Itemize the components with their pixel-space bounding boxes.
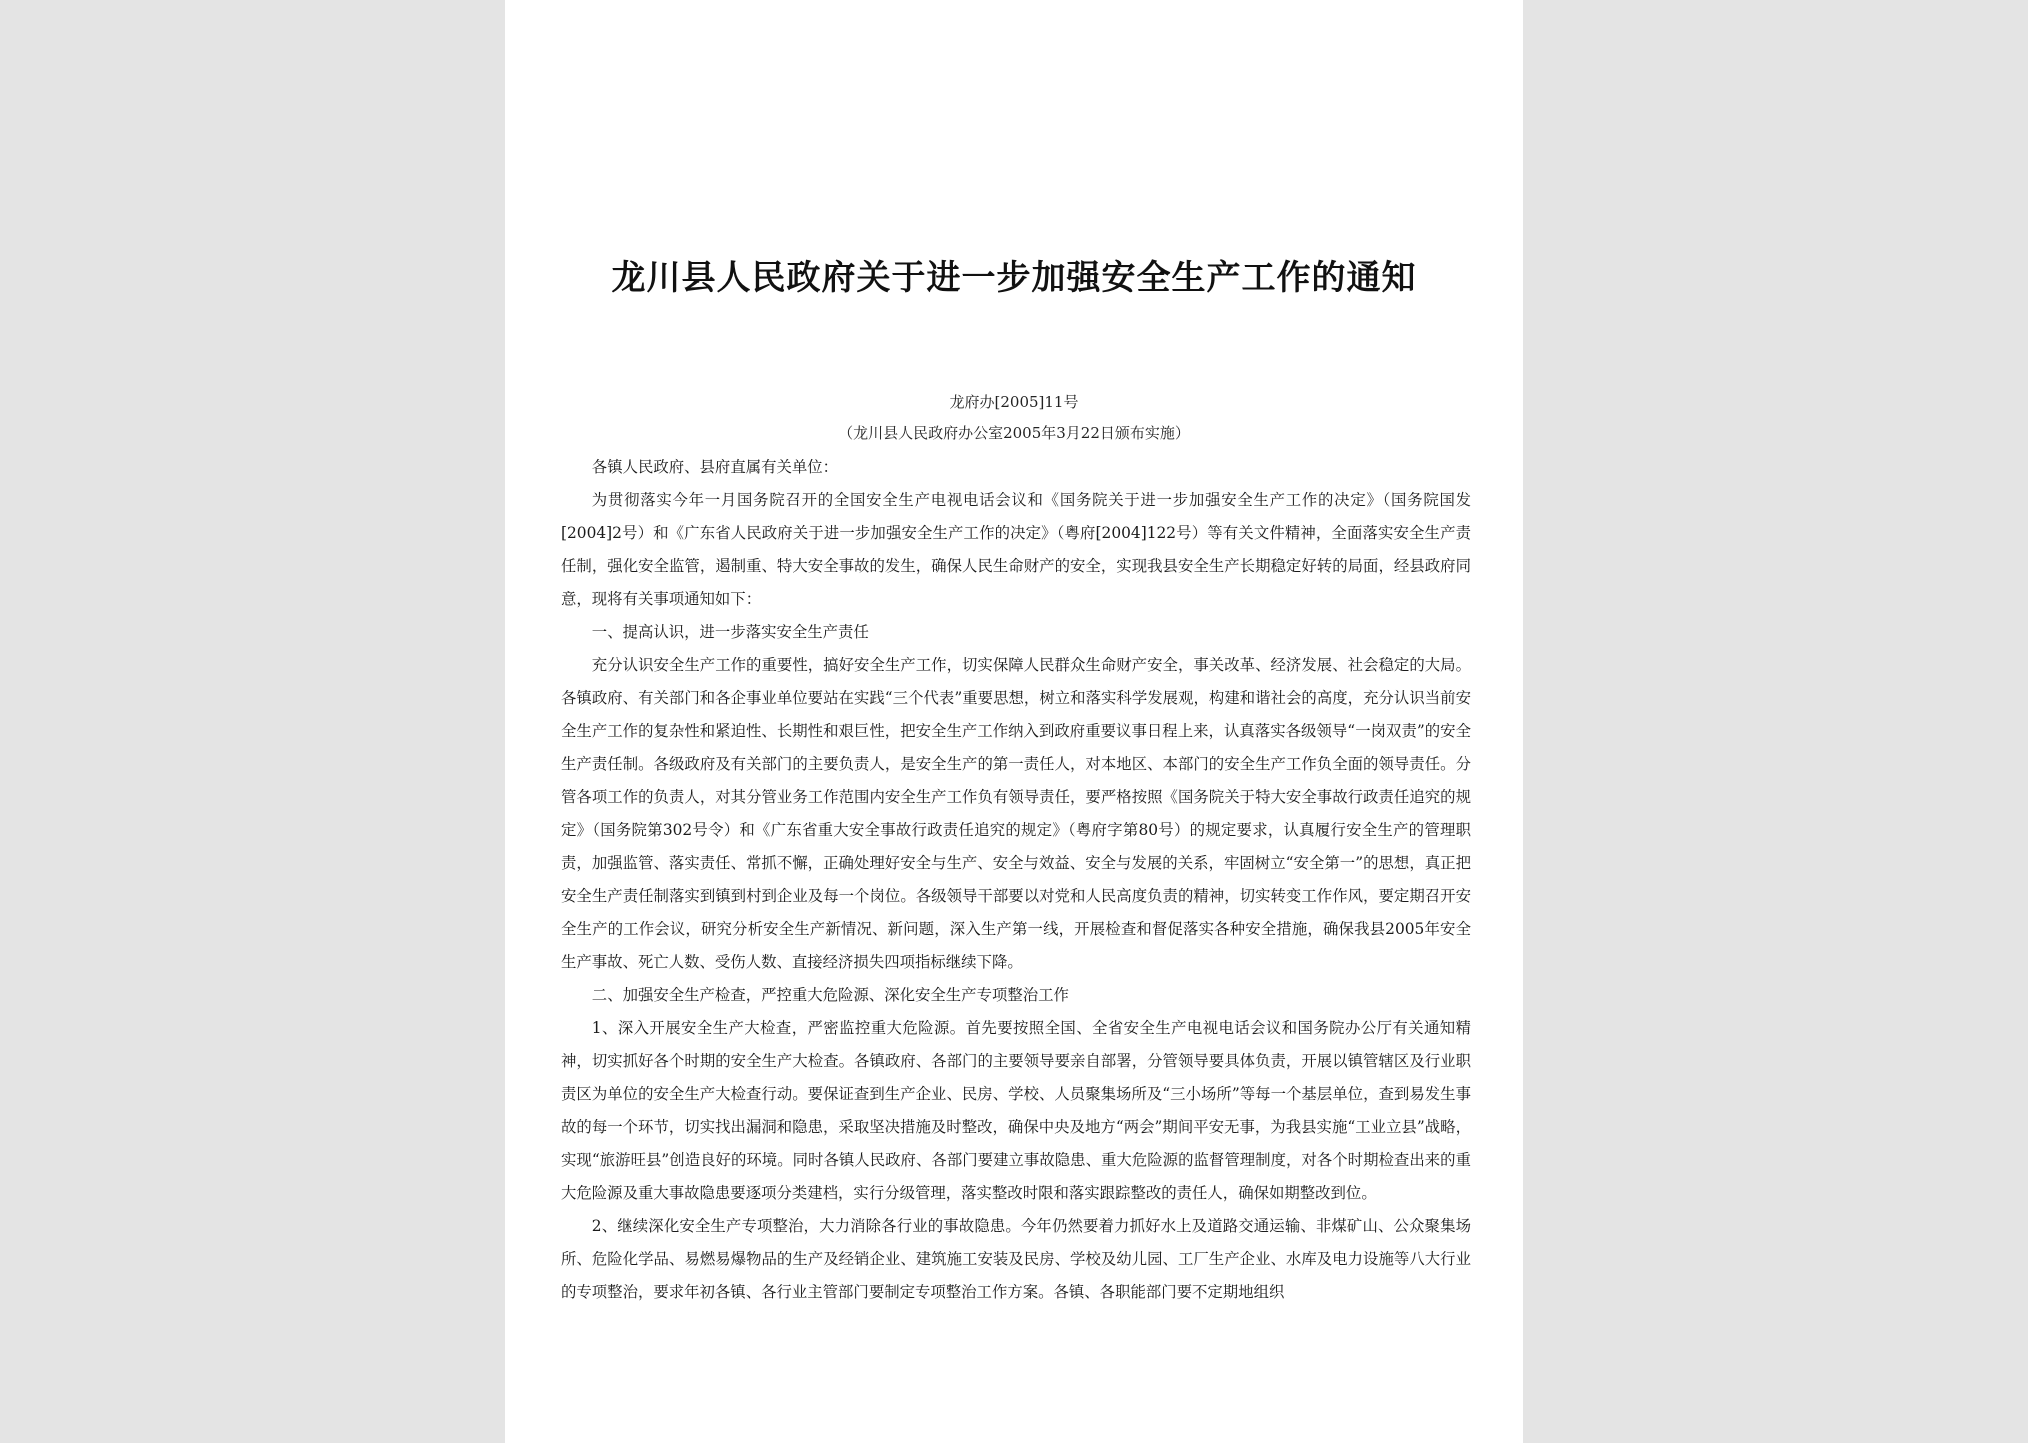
document-page [505,0,1523,1443]
paragraph: 为贯彻落实今年一月国务院召开的全国安全生产电视电话会议和《国务院关于进一步加强安全生产工作的决定》（国务院国发[2004]2号）和《广东省人民政府关于进一步加强安全生产工作的决定》（粤府[2004]122号）等有关文件精神，全面落实安全生产责任制，强化安全监管，遏制重、特大安全事故的发生，确保人民生命财产的安全，实现我县安全生产长期稳定好转的局面，经县政府同意，现将有关事项通知如下： [561,491,1471,608]
document-number: 龙府办[2005]11号 [949,393,1079,411]
section-heading: 一、提高认识，进一步落实安全生产责任 [591,623,869,641]
paragraph: 充分认识安全生产工作的重要性，搞好安全生产工作，切实保障人民群众生命财产安全，事关改革、经济发展、社会稳定的大局。各镇政府、有关部门和各企事业单位要站在实践“三个代表”重要思想，树立和落实科学发展观，构建和谐社会的高度，充分认识当前安全生产工作的复杂性和紧迫性、长期性和艰巨性，把安全生产工作纳入到政府重要议事日程上来，认真落实各级领导“一岗双责”的安全生产责任制。各级政府及有关部门的主要负责人，是安全生产的第一责任人，对本地区、本部门的安全生产工作负全面的领导责任。分管各项工作的负责人，对其分管业务工作范围内安全生产工作负有领导责任，要严格按照《国务院关于特大安全事故行政责任追究的规定》（国务院第302号令）和《广东省重大安全事故行政责任追究的规定》（粤府字第80号）的规定要求，认真履行安全生产的管理职责，加强监管、落实责任、常抓不懈，正确处理好安全与生产、安全与效益、安全与发展的关系，牢固树立“安全第一”的思想，真正把安全生产责任制落实到镇到村到企业及每一个岗位。各级领导干部要以对党和人民高度负责的精神，切实转变工作作风，要定期召开安全生产的工作会议，研究分析安全生产新情况、新问题，深入生产第一线，开展检查和督促落实各种安全措施，确保我县2005年安全生产事故、死亡人数、受伤人数、直接经济损失四项指标继续下降。 [561,656,1471,971]
document-body [561,451,1471,1309]
paragraph: 2、继续深化安全生产专项整治，大力消除各行业的事故隐患。今年仍然要着力抓好水上及道路交通运输、非煤矿山、公众聚集场所、危险化学品、易燃易爆物品的生产及经销企业、建筑施工安装及民房、学校及幼儿园、工厂生产企业、水库及电力设施等八大行业的专项整治，要求年初各镇、各行业主管部门要制定专项整治工作方案。各镇、各职能部门要不定期地组织 [561,1217,1471,1301]
issue-note: （龙川县人民政府办公室2005年3月22日颁布实施） [838,424,1190,442]
addressee-line: 各镇人民政府、县府直属有关单位： [591,458,839,476]
section-heading: 二、加强安全生产检查，严控重大危险源、深化安全生产专项整治工作 [591,986,1069,1004]
paragraph: 1、深入开展安全生产大检查，严密监控重大危险源。首先要按照全国、全省安全生产电视电话会议和国务院办公厅有关通知精神，切实抓好各个时期的安全生产大检查。各镇政府、各部门的主要领导要亲自部署，分管领导要具体负责，开展以镇管辖区及行业职责区为单位的安全生产大检查行动。要保证查到生产企业、民房、学校、人员聚集场所及“三小场所”等每一个基层单位，查到易发生事故的每一个环节，切实找出漏洞和隐患，采取坚决措施及时整改，确保中央及地方“两会”期间平安无事，为我县实施“工业立县”战略，实现“旅游旺县”创造良好的环境。同时各镇人民政府、各部门要建立事故隐患、重大危险源的监督管理制度，对各个时期检查出来的重大危险源及重大事故隐患要逐项分类建档，实行分级管理，落实整改时限和落实跟踪整改的责任人，确保如期整改到位。 [561,1019,1471,1202]
document-title: 龙川县人民政府关于进一步加强安全生产工作的通知 [611,258,1417,298]
